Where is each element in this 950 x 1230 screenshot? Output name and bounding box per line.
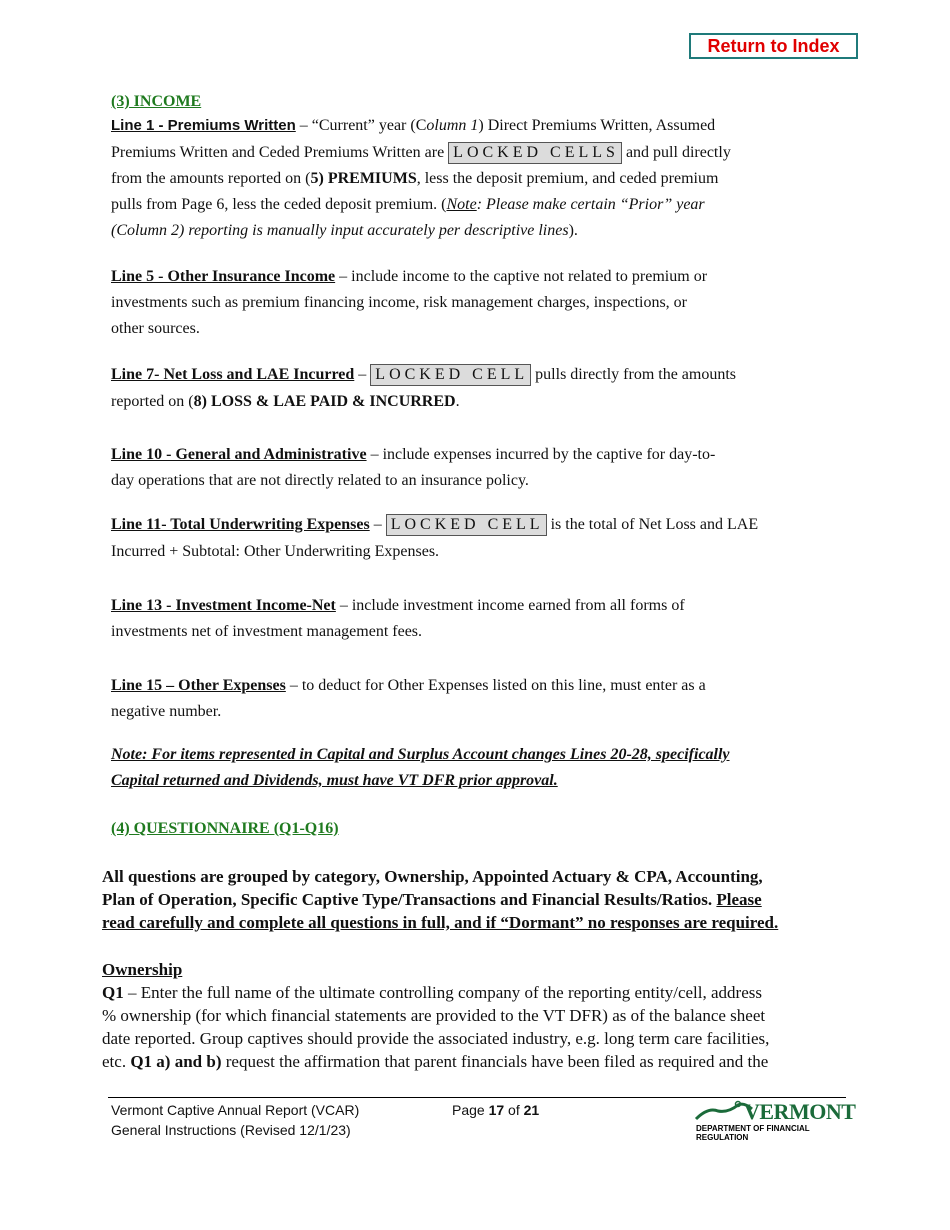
line1-note-text: (Column 2) reporting is manually input accurately per descriptive lines bbox=[111, 222, 569, 239]
loss-lae-reference: 8) LOSS & LAE PAID & INCURRED bbox=[193, 393, 456, 410]
line5-text: – include income to the captive not related to premium or bbox=[335, 268, 708, 285]
intro-please: Please bbox=[716, 890, 762, 909]
line11-text: Incurred + Subtotal: Other Underwriting Expenses. bbox=[111, 543, 440, 560]
page-prefix: Page bbox=[452, 1102, 489, 1118]
line11-label: Line 11- Total Underwriting Expenses bbox=[111, 516, 370, 533]
line15-paragraph bbox=[111, 673, 851, 725]
line7-text: – bbox=[354, 366, 371, 383]
line11-text: is the total of Net Loss and LAE bbox=[546, 516, 759, 533]
line10-label: Line 10 - General and Administrative bbox=[111, 446, 367, 463]
line5-text: investments such as premium financing income, risk management charges, inspections, or bbox=[111, 294, 688, 311]
page-of: of bbox=[504, 1102, 524, 1118]
premiums-reference: 5) PREMIUMS bbox=[310, 170, 417, 187]
line1-text: ) Direct Premiums Written, Assumed bbox=[478, 117, 716, 134]
return-to-index-link[interactable]: Return to Index bbox=[689, 33, 858, 59]
logo-subtitle: DEPARTMENT OF FINANCIAL REGULATION bbox=[696, 1124, 810, 1142]
note-line: Note: For items represented in Capital and Surplus Account changes Lines 20-28, specifically bbox=[111, 746, 730, 763]
note-line: Capital returned and Dividends, must have VT DFR prior approval. bbox=[111, 772, 558, 789]
line13-text: – include investment income earned from all forms of bbox=[335, 597, 685, 614]
line7-paragraph bbox=[111, 362, 851, 415]
line10-text: – include expenses incurred by the captive for day-to- bbox=[366, 446, 716, 463]
ownership-section bbox=[102, 958, 847, 1073]
line1-text: Premiums Written and Ceded Premiums Written are bbox=[111, 144, 449, 161]
line11-text: – bbox=[369, 516, 386, 533]
footer-divider bbox=[108, 1097, 846, 1098]
line1-note-text: : Please make certain “Prior” year bbox=[476, 196, 705, 213]
page-number bbox=[452, 1100, 539, 1120]
line7-text: . bbox=[455, 393, 460, 410]
line1-text: and pull directly bbox=[621, 144, 731, 161]
line1-text: , less the deposit premium, and ceded premium bbox=[416, 170, 719, 187]
line5-label: Line 5 - Other Insurance Income bbox=[111, 268, 336, 285]
line10-text: day operations that are not directly related to an insurance policy. bbox=[111, 472, 529, 489]
line13-label: Line 13 - Investment Income-Net bbox=[111, 597, 336, 614]
line15-text: – to deduct for Other Expenses listed on this line, must enter as a bbox=[285, 677, 706, 694]
ownership-heading: Ownership bbox=[102, 960, 183, 979]
vermont-dfr-logo bbox=[694, 1099, 856, 1142]
intro-line: read carefully and complete all questions in full, and if “Dormant” no responses are required. bbox=[102, 913, 779, 932]
line1-column-italic: olumn 1 bbox=[426, 117, 479, 134]
line1-label: Line 1 - Premiums Written bbox=[111, 117, 296, 134]
questionnaire-heading: (4) QUESTIONNAIRE (Q1-Q16) bbox=[111, 820, 339, 837]
line1-text: – “Current” year (C bbox=[295, 117, 427, 134]
locked-cell-badge: LOCKED CELL bbox=[370, 364, 531, 386]
q1-text: etc. bbox=[102, 1052, 131, 1071]
line15-text: negative number. bbox=[111, 703, 222, 720]
line11-paragraph bbox=[111, 512, 851, 565]
line5-paragraph bbox=[111, 264, 851, 342]
line5-text: other sources. bbox=[111, 320, 200, 337]
q1-label: Q1 bbox=[102, 983, 124, 1002]
page-total: 21 bbox=[523, 1102, 540, 1118]
line15-label: Line 15 – Other Expenses bbox=[111, 677, 286, 694]
intro-line: All questions are grouped by category, Ownership, Appointed Actuary & CPA, Accounting, bbox=[102, 867, 763, 886]
footer-left bbox=[111, 1100, 359, 1140]
line7-text: pulls directly from the amounts bbox=[531, 366, 737, 383]
line10-paragraph bbox=[111, 442, 851, 494]
line7-label: Line 7- Net Loss and LAE Incurred bbox=[111, 366, 355, 383]
note-label: Note bbox=[446, 196, 477, 213]
footer-revision: General Instructions (Revised 12/1/23) bbox=[111, 1122, 351, 1138]
questionnaire-intro bbox=[102, 865, 847, 934]
income-heading: (3) INCOME bbox=[111, 93, 202, 110]
q1-text: request the affirmation that parent financials have been filed as required and the bbox=[221, 1052, 769, 1071]
q1-text: – Enter the full name of the ultimate controlling company of the reporting entity/cell, address bbox=[123, 983, 762, 1002]
q1-text: % ownership (for which financial statements are provided to the VT DFR) as of the balance sheet bbox=[102, 1006, 766, 1025]
footer-report-title: Vermont Captive Annual Report (VCAR) bbox=[111, 1102, 360, 1118]
line7-text: reported on ( bbox=[111, 393, 194, 410]
line1-text: ). bbox=[568, 222, 578, 239]
line13-paragraph bbox=[111, 593, 851, 645]
intro-line: Plan of Operation, Specific Captive Type/Transactions and Financial Results/Ratios. bbox=[102, 890, 717, 909]
logo-wordmark: VERMONT bbox=[744, 1099, 856, 1124]
locked-cells-badge: LOCKED CELLS bbox=[448, 142, 622, 164]
line13-text: investments net of investment management fees. bbox=[111, 623, 423, 640]
page-current: 17 bbox=[488, 1102, 505, 1118]
q1ab-label: Q1 a) and b) bbox=[130, 1052, 222, 1071]
q1-text: date reported. Group captives should provide the associated industry, e.g. long term care facilities, bbox=[102, 1029, 770, 1048]
capital-surplus-note bbox=[111, 742, 851, 794]
line1-text: from the amounts reported on ( bbox=[111, 170, 311, 187]
line1-text: pulls from Page 6, less the ceded deposit premium. ( bbox=[111, 196, 447, 213]
locked-cell-badge: LOCKED CELL bbox=[386, 514, 547, 536]
line1-paragraph bbox=[111, 113, 851, 244]
